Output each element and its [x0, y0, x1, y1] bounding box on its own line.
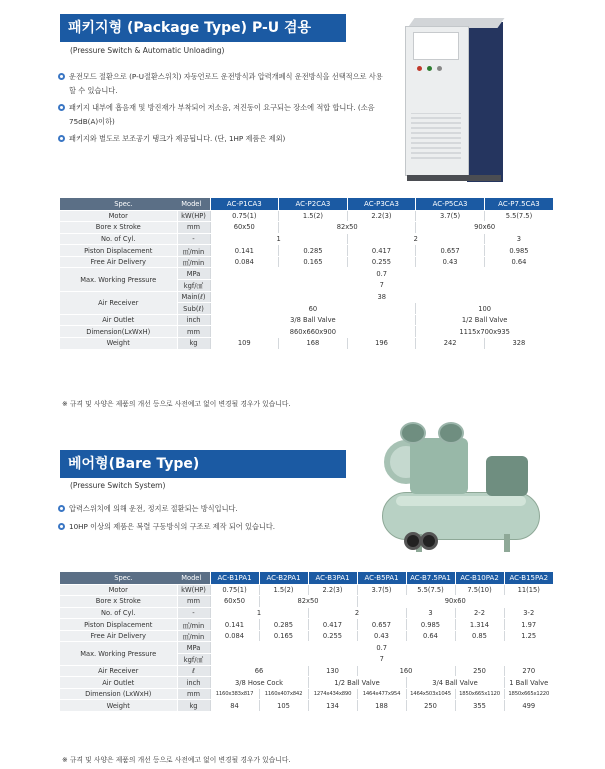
list-item: 패키지 내부에 흡음재 및 방진재가 부착되어 저소음, 저진동이 요구되는 장소에 적합 합니다. (소음75dB(A)이하) [58, 101, 388, 128]
table-row: Weight kg 84 105 134 188 250 355 499 [60, 700, 553, 712]
table-row: No. of Cyl. - 1 2 3 [60, 233, 553, 245]
package-spec-table [60, 198, 553, 350]
package-feature-list [58, 70, 388, 150]
bullet-icon [58, 523, 65, 530]
bullet-icon [58, 73, 65, 80]
table-row: Air Receiver Main(ℓ) 38 [60, 291, 553, 303]
table-row: Piston Displacement ㎥/min 0.141 0.285 0.417 0.657 0.985 [60, 245, 553, 257]
table-header-row [60, 572, 553, 584]
model-name: AC-B7.5PA1 [406, 572, 455, 584]
bullet-icon [58, 104, 65, 111]
bare-compressor-image [376, 418, 546, 558]
package-section-subtitle: (Pressure Switch & Automatic Unloading) [70, 46, 225, 55]
table-row: Air Outlet inch 3/8 Hose Cock 1/2 Ball Valve 3/4 Ball Valve 1 Ball Valve [60, 677, 553, 689]
model-name: AC-B5PA1 [357, 572, 406, 584]
table-row: No. of Cyl. - 1 2 3 2-2 3-2 [60, 607, 553, 619]
model-name: AC-B3PA1 [308, 572, 357, 584]
model-name: AC-B15PA2 [504, 572, 553, 584]
table-row: Max. Working Pressure MPa 0.7 [60, 268, 553, 280]
model-name: AC-B1PA1 [210, 572, 259, 584]
table-row: Motor kW(HP) 0.75(1) 1.5(2) 2.2(3) 3.7(5) 5.5(7.5) 7.5(10) 11(15) [60, 584, 553, 596]
package-compressor-image [405, 18, 503, 183]
bullet-icon [58, 135, 65, 142]
package-section-title: 패키지형 (Package Type) P-U 겸용 [60, 14, 346, 42]
list-item: 패키지와 별도로 보조공기 탱크가 제공됩니다. (단, 1HP 제품은 제외) [58, 132, 388, 146]
table-row: Bore x Stroke mm 60x50 82x50 90x60 [60, 596, 553, 608]
model-name: AC-P5CA3 [416, 198, 485, 210]
bare-feature-list [58, 502, 388, 537]
spec-header: Spec. [60, 198, 177, 210]
bare-spec-table [60, 572, 553, 712]
list-item: 압력스위치에 의해 운전, 정지로 절환되는 방식입니다. [58, 502, 388, 516]
bullet-icon [58, 505, 65, 512]
model-name: AC-P7.5CA3 [484, 198, 553, 210]
bare-section-title: 베어형(Bare Type) [60, 450, 346, 478]
table-row: Free Air Delivery ㎥/min 0.084 0.165 0.255 0.43 0.64 [60, 256, 553, 268]
table-row: Weight kg 109 168 196 242 328 [60, 338, 553, 350]
table-row: Air Receiver ℓ 66 130 160 250 270 [60, 665, 553, 677]
model-header: Model [177, 198, 210, 210]
list-item: 운전모드 절환으로 (P-U절환스위치) 자동언로드 운전방식과 압력개폐식 운전방식을 선택적으로 사용할 수 있습니다. [58, 70, 388, 97]
table-row: Motor kW(HP) 0.75(1) 1.5(2) 2.2(3) 3.7(5) 5.5(7.5) [60, 210, 553, 222]
table-row: Bore x Stroke mm 60x50 82x50 90x60 [60, 222, 553, 234]
list-item: 10HP 이상의 제품은 복렬 구동방식의 구조로 제작 되어 있습니다. [58, 520, 388, 534]
model-name: AC-B10PA2 [455, 572, 504, 584]
table-row: kgf/㎠ 7 [60, 654, 553, 666]
table-row: kgf/㎠ 7 [60, 280, 553, 292]
table-row: Max. Working Pressure MPa 0.7 [60, 642, 553, 654]
bare-spec-note: ※ 규격 및 사양은 제품의 개선 등으로 사전예고 없이 변경될 경우가 있습니다. [62, 756, 291, 764]
table-row: Dimension (LxWxH) mm 1160x383x817 1160x407x842 1274x434x890 1464x477x954 1464x503x1045 1850x665x1120 1850x665x1220 [60, 688, 553, 700]
table-row: Piston Displacement ㎥/min 0.141 0.285 0.417 0.657 0.985 1.314 1.97 [60, 619, 553, 631]
model-header: Model [177, 572, 210, 584]
table-row: Dimension(LxWxH) mm 860x660x900 1115x700x935 [60, 326, 553, 338]
table-row: Free Air Delivery ㎥/min 0.084 0.165 0.255 0.43 0.64 0.85 1.25 [60, 630, 553, 642]
table-row: Sub(ℓ) 60 100 [60, 303, 553, 315]
table-header-row [60, 198, 553, 210]
model-name: AC-B2PA1 [259, 572, 308, 584]
package-spec-note: ※ 규격 및 사양은 제품의 개선 등으로 사전예고 없이 변경될 경우가 있습니다. [62, 400, 291, 408]
table-row: Air Outlet inch 3/8 Ball Valve 1/2 Ball Valve [60, 314, 553, 326]
model-name: AC-P1CA3 [210, 198, 279, 210]
spec-header: Spec. [60, 572, 177, 584]
bare-section-subtitle: (Pressure Switch System) [70, 481, 166, 490]
model-name: AC-P3CA3 [347, 198, 416, 210]
model-name: AC-P2CA3 [279, 198, 348, 210]
